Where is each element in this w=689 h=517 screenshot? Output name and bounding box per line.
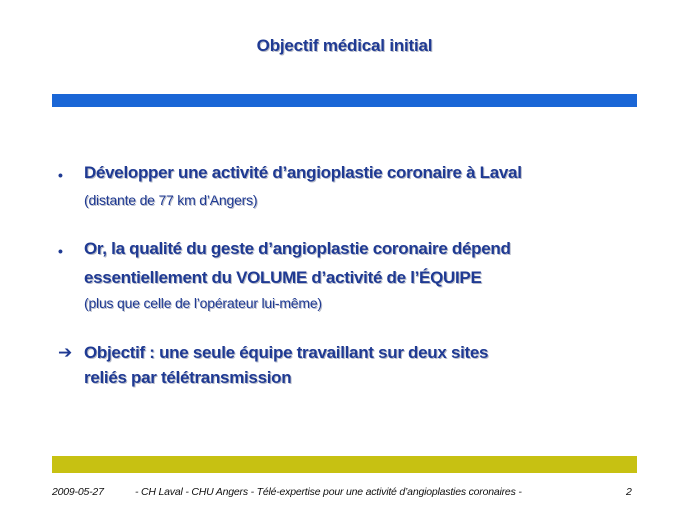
footer-text: - CH Laval - CHU Angers - Télé-expertise pour une activité d’angioplasties coronaires - — [135, 486, 522, 498]
bullet-dot: • — [58, 243, 63, 259]
top-accent-bar — [52, 94, 637, 107]
slide-title: Objectif médical initial — [256, 36, 433, 55]
footer-page-number: 2 — [626, 486, 632, 498]
bullet-2-sub: (plus que celle de l’opérateur lui-même) — [84, 295, 322, 311]
bullet-2-line-2: essentiellement du VOLUME d’activité de l’ÉQUIPE — [84, 268, 482, 287]
bullet-2-line-1: Or, la qualité du geste d’angioplastie coronaire dépend — [84, 239, 511, 258]
bullet-dot: • — [58, 167, 63, 183]
bullet-1-line-1: Développer une activité d’angioplastie coronaire à Laval — [84, 163, 522, 182]
arrow-right-icon: ➔ — [58, 343, 73, 362]
bullet-1-sub: (distante de 77 km d’Angers) — [84, 192, 258, 208]
footer-date: 2009-05-27 — [52, 486, 104, 498]
objective-line-2: reliés par télétransmission — [84, 368, 292, 387]
bottom-accent-bar — [52, 456, 637, 473]
objective-line-1: Objectif : une seule équipe travaillant sur deux sites — [84, 343, 489, 362]
